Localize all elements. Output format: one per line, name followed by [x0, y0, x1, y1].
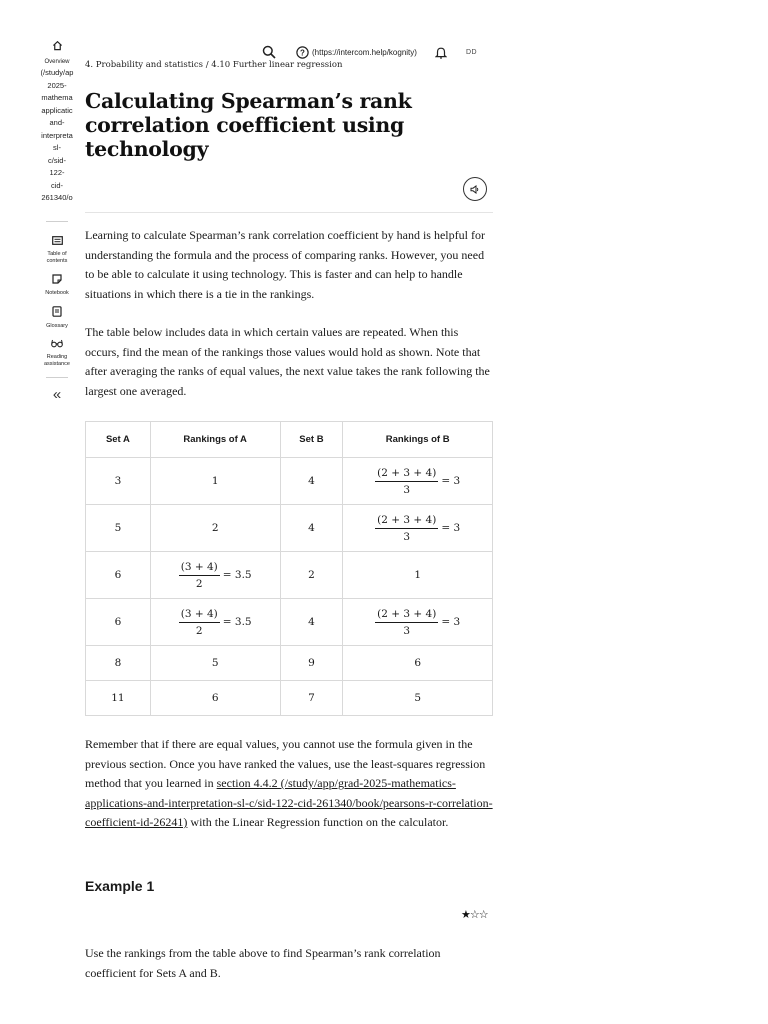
read-aloud-button[interactable]	[463, 177, 487, 201]
table-row	[86, 458, 493, 505]
overview-link[interactable]: (/study/ap 2025- mathema applicatic and- interpreta sl- c/sid- 122- cid- 261340/o	[40, 68, 74, 202]
table-cell-set-b: 4	[280, 458, 343, 505]
regression-text-1: Remember that if there are equal values, you cannot use the formula given in the previous section. Once you have ranked the values, use the least-squares regression method that you learned in	[85, 737, 486, 790]
table-cell-set-b: 4	[280, 599, 343, 646]
table-cell-set-b: 9	[280, 646, 343, 681]
table-cell-rank-b: 1	[343, 552, 493, 599]
fraction-numerator: (3 + 4)	[179, 561, 220, 576]
rail-glossary[interactable]	[36, 306, 78, 330]
rail-tool-label: Notebook	[45, 289, 69, 296]
table-cell-set-b: 4	[280, 505, 343, 552]
table-cell-rank-a: 2	[150, 505, 280, 552]
help-icon[interactable]	[296, 46, 309, 59]
notebook-icon	[52, 274, 62, 284]
main-content	[85, 60, 493, 980]
fraction	[375, 467, 460, 496]
table-row	[86, 681, 493, 716]
table-cell-set-a: 5	[86, 505, 151, 552]
table-cell-rank-b	[343, 599, 493, 646]
search-icon[interactable]	[262, 45, 276, 59]
rail-table-of-contents[interactable]	[36, 236, 78, 265]
breadcrumb[interactable]: 4. Probability and statistics / 4.10 Further linear regression	[85, 60, 343, 70]
glossary-icon	[52, 306, 62, 317]
table-intro-paragraph: The table below includes data in which certain values are repeated. When this occurs, find the mean of the rankings those values would hold as shown. Note that after averaging the ranks of equal values, the next value takes the rank following the largest one averaged.	[85, 325, 490, 398]
fraction	[179, 561, 252, 590]
table-cell-set-b: 2	[280, 552, 343, 599]
table-cell-set-a: 8	[86, 646, 151, 681]
left-rail	[36, 36, 78, 403]
rail-reading-assistance[interactable]	[36, 339, 78, 368]
table-cell-rank-a: 5	[150, 646, 280, 681]
table-cell-rank-a	[150, 552, 280, 599]
rankings-table	[85, 421, 493, 716]
example-question: Use the rankings from the table above to find Spearman’s rank correlation coefficient for Sets A and B.	[85, 946, 441, 980]
rail-divider	[46, 377, 68, 378]
col-header-rankings-b: Rankings of B	[343, 422, 493, 458]
table-row	[86, 505, 493, 552]
section-4-4-2-link[interactable]: section 4.4.2 (/study/app/grad-2025-mathematics-applications-and-interpretation-sl-c/sid-122-cid-261340/book/pearsons-r-correlation-coefficient-id-26241)	[85, 776, 493, 829]
page-title: Calculating Spearman’s rank correlation coefficient using technology	[85, 89, 412, 161]
col-header-set-b: Set B	[280, 422, 343, 458]
table-row	[86, 646, 493, 681]
difficulty-stars: ★☆☆	[461, 909, 488, 921]
table-cell-rank-b: 5	[343, 681, 493, 716]
fraction-denominator: 3	[403, 483, 411, 496]
regression-paragraph	[85, 735, 493, 833]
table-header-row	[86, 422, 493, 458]
help-link[interactable]: (https://intercom.help/kognity)	[312, 47, 417, 57]
table-cell-set-a: 11	[86, 681, 151, 716]
table-row	[86, 552, 493, 599]
collapse-sidebar-icon[interactable]: «	[52, 385, 62, 403]
example-heading: Example 1	[85, 878, 155, 894]
regression-text-2: with the Linear Regression function on the calculator.	[187, 815, 449, 829]
fraction-numerator: (2 + 3 + 4)	[375, 608, 438, 623]
table-cell-set-b: 7	[280, 681, 343, 716]
fraction-denominator: 2	[195, 577, 203, 590]
notifications-bell-icon[interactable]	[435, 46, 447, 59]
fraction-numerator: (2 + 3 + 4)	[375, 467, 438, 482]
fraction-denominator: 3	[403, 624, 411, 637]
fraction	[375, 608, 460, 637]
fraction-result: = 3	[441, 475, 461, 487]
col-header-rankings-a: Rankings of A	[150, 422, 280, 458]
fraction-denominator: 2	[195, 624, 203, 637]
table-cell-rank-a: 6	[150, 681, 280, 716]
col-header-set-a: Set A	[86, 422, 151, 458]
fraction-numerator: (3 + 4)	[179, 608, 220, 623]
title-divider	[85, 212, 493, 213]
table-cell-rank-b: 6	[343, 646, 493, 681]
speaker-icon	[470, 185, 480, 194]
fraction	[375, 514, 460, 543]
fraction-result: = 3.5	[222, 616, 252, 628]
table-cell-set-a: 3	[86, 458, 151, 505]
table-cell-rank-a: 1	[150, 458, 280, 505]
table-row	[86, 599, 493, 646]
user-avatar[interactable]: DD	[465, 48, 478, 56]
home-icon[interactable]	[52, 40, 63, 51]
rail-notebook[interactable]	[36, 274, 78, 297]
overview-label: Overview	[44, 59, 70, 65]
fraction-numerator: (2 + 3 + 4)	[375, 514, 438, 529]
table-cell-rank-b	[343, 505, 493, 552]
rail-tool-label: Table of contents	[46, 250, 68, 264]
fraction-denominator: 3	[403, 530, 411, 543]
rail-tool-label: Reading assistance	[44, 353, 70, 367]
rail-tool-label: Glossary	[46, 322, 68, 329]
table-cell-rank-a	[150, 599, 280, 646]
table-cell-set-a: 6	[86, 599, 151, 646]
table-of-contents-icon	[52, 236, 63, 245]
top-bar	[262, 42, 477, 62]
reading-assistance-icon	[51, 339, 63, 348]
intro-paragraph: Learning to calculate Spearman’s rank correlation coefficient by hand is helpful for understanding the formula and the process of comparing ranks. However, you need to be able to calculate it using technology. This is faster and can help to handle situations in which there is a tie in the rankings.	[85, 228, 485, 301]
fraction	[179, 608, 252, 637]
fraction-result: = 3	[441, 616, 461, 628]
svg-text:?: ?	[300, 47, 305, 57]
rail-divider	[46, 221, 68, 222]
fraction-result: = 3	[441, 522, 461, 534]
table-cell-set-a: 6	[86, 552, 151, 599]
fraction-result: = 3.5	[222, 569, 252, 581]
table-cell-rank-b	[343, 458, 493, 505]
